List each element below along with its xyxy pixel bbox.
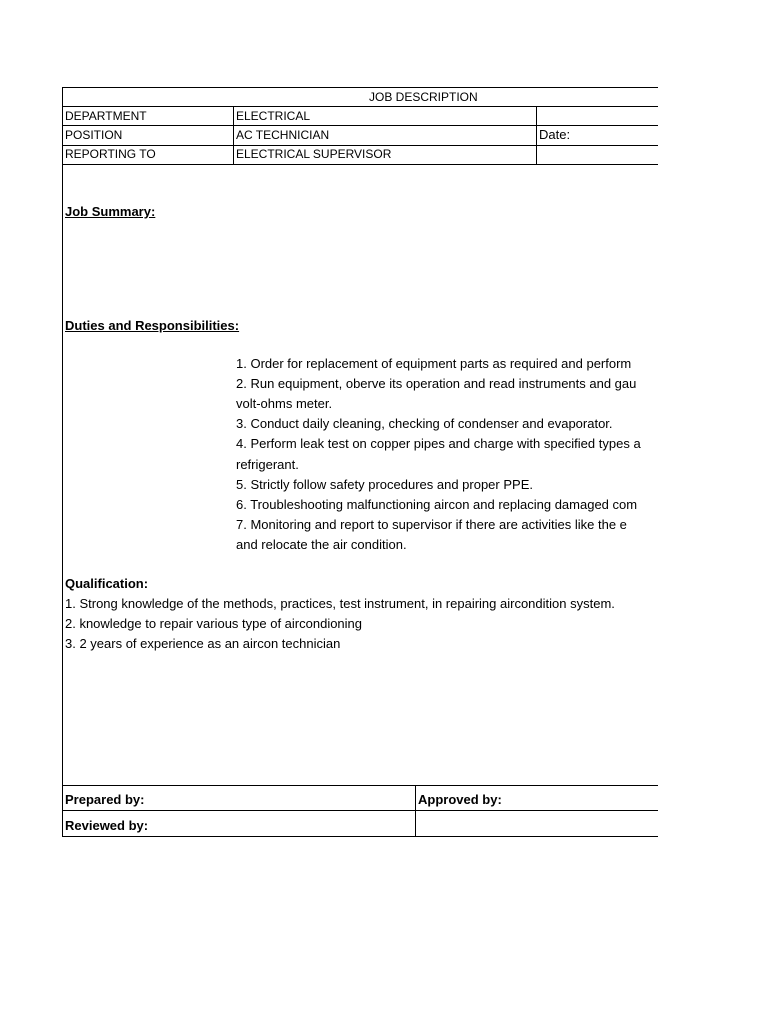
table-row-divider <box>62 106 658 107</box>
duty-line: 2. Run equipment, oberve its operation and read instruments and gau <box>236 376 637 391</box>
table-row-divider <box>62 145 658 146</box>
table-column-divider <box>536 106 537 164</box>
date-label: Date: <box>539 127 571 142</box>
duty-line: 6. Troubleshooting malfunctioning aircon and replacing damaged com <box>236 497 638 512</box>
job-summary-heading: Job Summary: <box>65 204 156 219</box>
duties-heading: Duties and Responsibilities: <box>65 318 240 333</box>
duty-line: 1. Order for replacement of equipment parts as required and perform <box>236 356 632 371</box>
qualification-line: 1. Strong knowledge of the methods, practices, test instrument, in repairing aircondition system. <box>65 596 615 611</box>
prepared-by-label: Prepared by: <box>65 792 145 807</box>
position-value: AC TECHNICIAN <box>236 128 330 142</box>
reporting-to-value: ELECTRICAL SUPERVISOR <box>236 147 392 161</box>
signoff-row-divider <box>62 810 658 811</box>
duty-line: 3. Conduct daily cleaning, checking of condenser and evaporator. <box>236 416 613 431</box>
qualification-line: 3. 2 years of experience as an aircon technician <box>65 636 341 651</box>
duty-line: 7. Monitoring and report to supervisor if there are activities like the e <box>236 517 627 532</box>
department-label: DEPARTMENT <box>65 109 147 123</box>
reporting-to-label: REPORTING TO <box>65 147 156 161</box>
reviewed-by-label: Reviewed by: <box>65 818 149 833</box>
document-title: JOB DESCRIPTION <box>369 90 478 104</box>
page-left-border <box>62 87 63 836</box>
duty-line: 5. Strictly follow safety procedures and proper PPE. <box>236 477 533 492</box>
table-row-divider <box>62 125 658 126</box>
duty-line: refrigerant. <box>236 457 299 472</box>
signoff-bottom-border <box>62 836 658 837</box>
table-top-border <box>62 87 658 88</box>
signoff-top-border <box>62 785 658 786</box>
signoff-column-divider <box>415 785 416 836</box>
table-row-divider <box>62 164 658 165</box>
qualification-line: 2. knowledge to repair various type of aircondioning <box>65 616 363 631</box>
duty-line: volt-ohms meter. <box>236 396 333 411</box>
table-column-divider <box>233 106 234 164</box>
duty-line: and relocate the air condition. <box>236 537 407 552</box>
position-label: POSITION <box>65 128 123 142</box>
approved-by-label: Approved by: <box>418 792 502 807</box>
qualification-heading: Qualification: <box>65 576 149 591</box>
duty-line: 4. Perform leak test on copper pipes and charge with specified types a <box>236 436 641 451</box>
department-value: ELECTRICAL <box>236 109 311 123</box>
